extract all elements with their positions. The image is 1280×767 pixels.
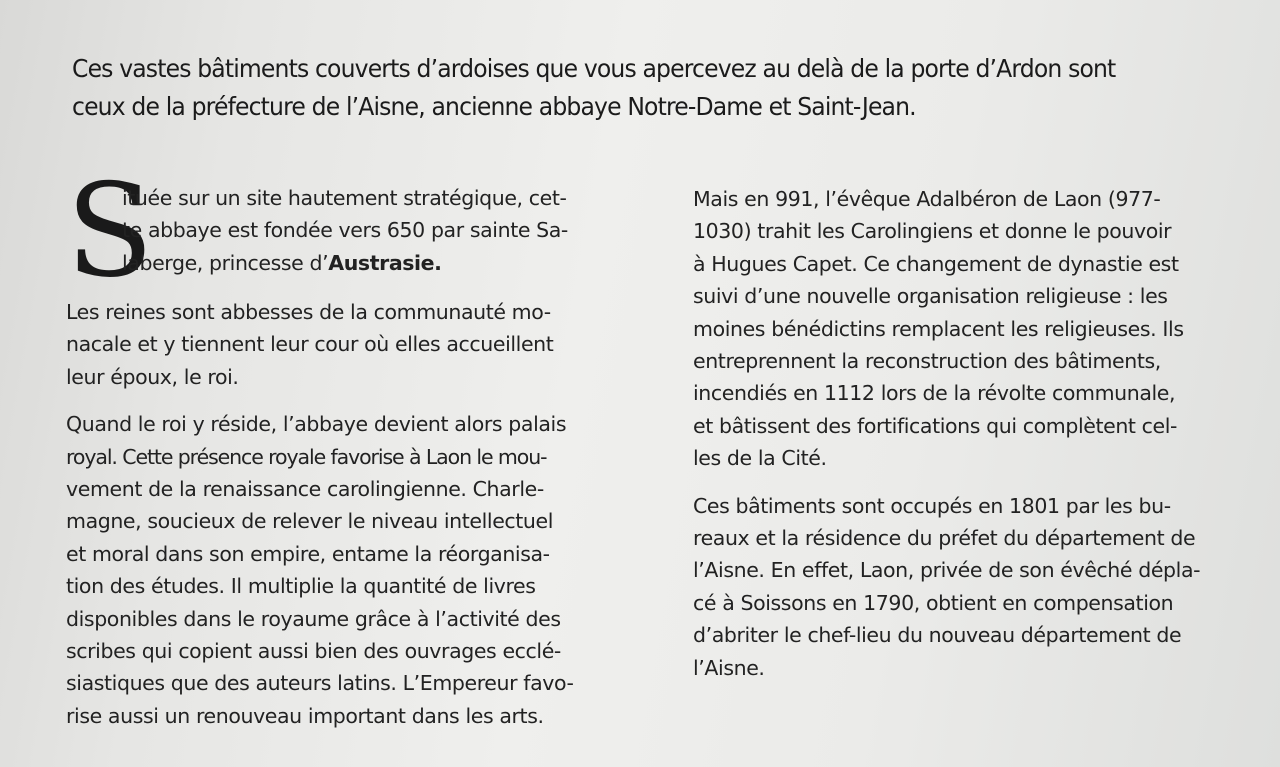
lead-line: Ces vastes bâtiments couverts d’ardoises que vous apercevez au delà de la porte d’Ardon sont <box>72 54 1116 83</box>
text-line: Les reines sont abbesses de la communauté mo- <box>66 300 551 324</box>
text-line: l’Aisne. <box>693 655 765 680</box>
text-line: rise aussi un renouveau important dans les arts. <box>66 703 544 728</box>
text-line: scribes qui copient aussi bien des ouvrages ecclé- <box>66 639 561 664</box>
text-line: et bâtissent des fortifications qui complètent cel- <box>693 413 1178 438</box>
prefecture-paragraph <box>693 490 1253 684</box>
text-line: incendiés en 1112 lors de la révolte communale, <box>693 381 1176 406</box>
text-line: Mais en 991, l’évêque Adalbéron de Laon (977- <box>693 187 1161 211</box>
drop-cap: S <box>66 157 154 306</box>
text-line: disponibles dans le royaume grâce à l’activité des <box>66 606 561 631</box>
lead-paragraph <box>72 50 1181 126</box>
right-column <box>693 183 1253 699</box>
queens-paragraph <box>66 296 626 393</box>
lead-line: ceux de la préfecture de l’Aisne, ancienne abbaye Notre-Dame et Saint-Jean. <box>72 92 916 121</box>
intro-line: ituée sur un site hautement stratégique, cet- <box>122 186 567 210</box>
text-line: tion des études. Il multiplie la quantité de livres <box>66 574 536 599</box>
text-line: cé à Soissons en 1790, obtient en compensation <box>693 590 1174 615</box>
dynasty-paragraph <box>693 183 1253 475</box>
text-line: siastiques que des auteurs latins. L’Empereur favo- <box>66 671 574 696</box>
text-line: et moral dans son empire, entame la réorganisa- <box>66 541 550 566</box>
intro-line: te abbaye est fondée vers 650 par sainte Sa- <box>122 218 568 243</box>
left-column <box>66 182 626 747</box>
text-line: l’Aisne. En effet, Laon, privée de son évêché dépla- <box>693 558 1201 583</box>
intro-line-text: laberge, princesse d’ <box>122 250 329 275</box>
text-line: 1030) trahit les Carolingiens et donne le pouvoir <box>693 219 1172 244</box>
text-line: Quand le roi y réside, l’abbaye devient alors palais <box>66 412 567 437</box>
text-line: vement de la renaissance carolingienne. Charle- <box>66 477 544 502</box>
text-line: d’abriter le chef-lieu du nouveau département de <box>693 623 1182 648</box>
text-line: entreprennent la reconstruction des bâtiments, <box>693 349 1161 374</box>
text-line: leur époux, le roi. <box>66 364 239 389</box>
text-line: moines bénédictins remplacent les religieuses. Ils <box>693 316 1184 341</box>
text-line: royal. Cette présence royale favorise à Laon le mou- <box>66 444 547 469</box>
text-line: reaux et la résidence du préfet du département de <box>693 526 1196 551</box>
text-line: nacale et y tiennent leur cour où elles accueillent <box>66 332 554 357</box>
text-line: les de la Cité. <box>693 446 827 471</box>
text-line: Ces bâtiments sont occupés en 1801 par les bu- <box>693 493 1171 518</box>
king-paragraph <box>66 408 626 732</box>
text-line: suivi d’une nouvelle organisation religieuse : les <box>693 284 1168 309</box>
text-line: magne, soucieux de relever le niveau intellectuel <box>66 509 554 534</box>
austrasie-bold: Austrasie. <box>328 250 442 275</box>
text-line: à Hugues Capet. Ce changement de dynastie est <box>693 251 1179 276</box>
